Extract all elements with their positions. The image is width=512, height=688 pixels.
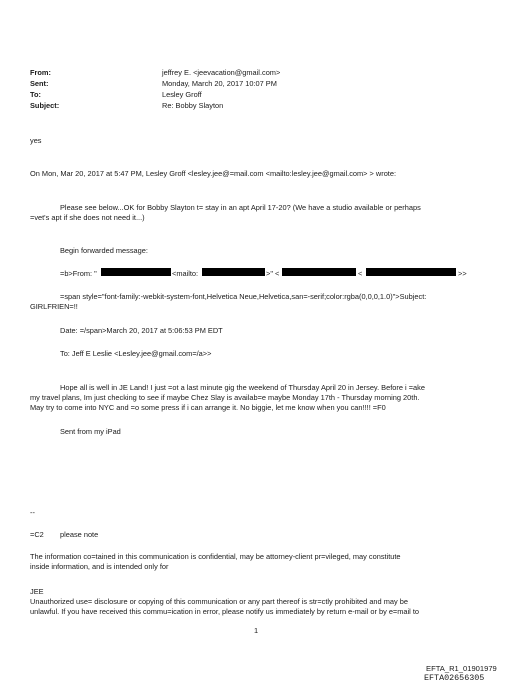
message-line-2: my travel plans, Im just checking to see if maybe Chez Slay is availab=e maybe Monday 17th - Thursday morning 20th. [30,393,420,402]
signature: Sent from my iPad [60,427,121,436]
from-label: From: [30,68,51,77]
span-line-1: =span style="font-family:-webkit-system-font,Helvetica Neue,Helvetica,san=-serif;color:rgba(0,0,0,1.0)">Subject: [60,292,427,301]
from-value: jeffrey E. <jeevacation@gmail.com> [162,68,281,77]
forwarded-header: Begin forwarded message: [60,246,148,255]
bates-stamp-1: EFTA_R1_01901979 [426,664,497,673]
subject-label: Subject: [30,101,60,110]
redaction-block-1 [101,268,171,276]
separator-dashes: -- [30,508,35,517]
request-line-2: =vet's apt if she does not need it...) [30,213,145,222]
span-line-2: GIRLFRIEN=!! [30,302,78,311]
to-line: To: Jeff E Leslie <Lesley.jee@gmail.com=/a>> [60,349,212,358]
fwd-from-line-d: < [358,269,363,278]
fwd-from-line-c: >" < [266,269,280,278]
unauthorized-line-1: Unauthorized use= disclosure or copying of this communication or any part thereof is str=ctly prohibited and may be [30,597,408,606]
jee-text: JEE [30,587,44,596]
page-number: 1 [254,626,259,635]
to-value: Lesley Groff [162,90,202,99]
to-label: To: [30,90,41,99]
fwd-from-line-a: =b>From: " [60,269,97,278]
quote-intro: On Mon, Mar 20, 2017 at 5:47 PM, Lesley Groff <lesley.jee@=mail.com <mailto:lesley.jee@gmail.com> > wrote: [30,169,397,178]
redaction-block-4 [366,268,456,276]
sent-label: Sent: [30,79,49,88]
message-line-1: Hope all is well in JE Land! I just =ot a last minute gig the weekend of Thursday April 20 in Jersey. Before i =ake [60,383,425,392]
redaction-block-3 [282,268,356,276]
fwd-from-line-e: >> [458,269,467,278]
subject-value: Re: Bobby Slayton [162,101,224,110]
c2-marker: =C2 [30,530,44,539]
reply-text: yes [30,136,42,145]
unauthorized-line-2: unlawful. If you have received this commu=ication in error, please notify us immediately by return e-mail or by e=mail to [30,607,420,616]
request-line-1: Please see below...OK for Bobby Slayton t= stay in an apt April 17-20? (We have a studio available or perhaps [60,203,421,212]
message-line-3: May try to come into NYC and =o some press if i can arrange it. No biggie, let me know when you can!!!! =F0 [30,403,386,412]
date-line: Date: =/span>March 20, 2017 at 5:06:53 PM EDT [60,326,223,335]
please-note: please note [60,530,99,539]
confidentiality-line-1: The information co=tained in this communication is confidential, may be attorney-client pr=vileged, may constitute [30,552,401,561]
confidentiality-line-2: inside information, and is intended only for [30,562,169,571]
fwd-from-line-b: <mailto: [172,269,199,278]
sent-value: Monday, March 20, 2017 10:07 PM [162,79,277,88]
redaction-block-2 [202,268,265,276]
bates-stamp-2: EFTA02656305 [424,673,485,683]
